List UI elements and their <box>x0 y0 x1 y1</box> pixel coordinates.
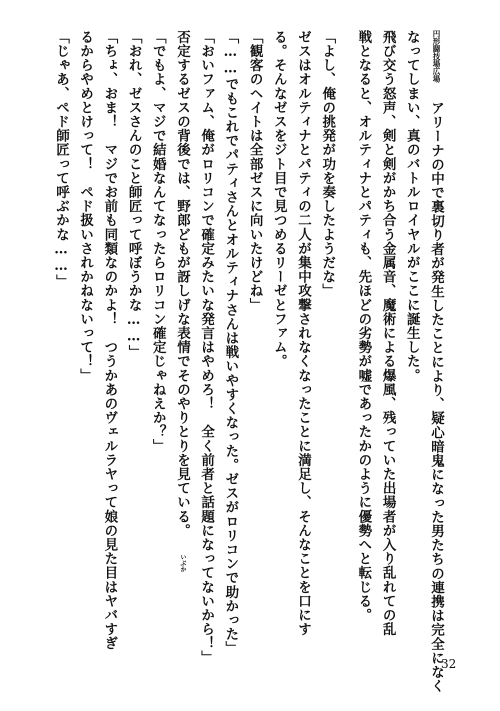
paragraph-gap <box>339 30 351 630</box>
text-line-14: 「おれ、ゼスさんのこと師匠って呼ぼうかな……」 <box>125 30 142 360</box>
text-line-15: 「ちょ、おま！ マジでお前も同類なのかよ！ つうかあのヴェルラヤって娘の見た目はヤバすぎ <box>101 30 118 651</box>
text-line-4: 戦となると、オルティナとパティも、先ほどの劣勢が嘘であったかのように優勢へと転じる。 <box>355 30 372 623</box>
text-line-13: 「でもよ、マジで結婚なんてなったらロリコン確定じゃねえか？」 <box>149 30 166 453</box>
text-line-7: ゼスはオルティナとパティの二人が集中攻撃されなくなったことに満足し、そんなことを口にす <box>294 30 311 637</box>
text-line-8: る。そんなゼスをジト目で見つめるリーゼとファム。 <box>270 30 287 369</box>
vertical-text-block <box>49 30 448 694</box>
text-line-2: なってしまい、真のバトルロイヤルがここに誕生した。 <box>403 30 420 383</box>
text-line-1-content: アリーナの中で裏切り者が発生したことにより、疑心暗鬼になった男たちの連携は完全になく <box>428 101 444 694</box>
text-line-12-content: 否定するゼスの背後では、野郎どもが訝しげな表情でそのやりとりを見ている。 <box>173 30 190 538</box>
page-number: 32 <box>441 657 457 671</box>
text-line-1 <box>424 30 448 694</box>
text-line-10: 「……でもこれでパティさんとオルティナさんは戦いやすくなった。ゼスがロリコンで助かった」 <box>222 30 239 656</box>
ruby-annotation: いぶか <box>178 554 186 573</box>
text-line-17: 「じゃあ、ペド師匠って呼ぶかな……」 <box>52 30 69 289</box>
text-line-16: るからやめとけって！ ペド扱いされかねないって！」 <box>77 30 94 383</box>
text-line-11: 「おいファム、俺がロリコンで確定みたいな発言はやめろ！ 全く前者と話題になってないから！」 <box>198 30 215 665</box>
text-line-9: 「観客のヘイトは全部ゼスに向いたけどね」 <box>246 30 263 312</box>
text-line-12 <box>170 30 194 630</box>
text-line-3: 飛び交う怒声、剣と剣がかち合う金属音、魔術による爆風、残っていた出場者が入り乱れての乱 <box>379 30 396 637</box>
text-line-6: 「よし、俺の挑発が功を奏したようだな」 <box>319 30 336 298</box>
location-note: 円形闘技場広場 <box>432 30 441 83</box>
